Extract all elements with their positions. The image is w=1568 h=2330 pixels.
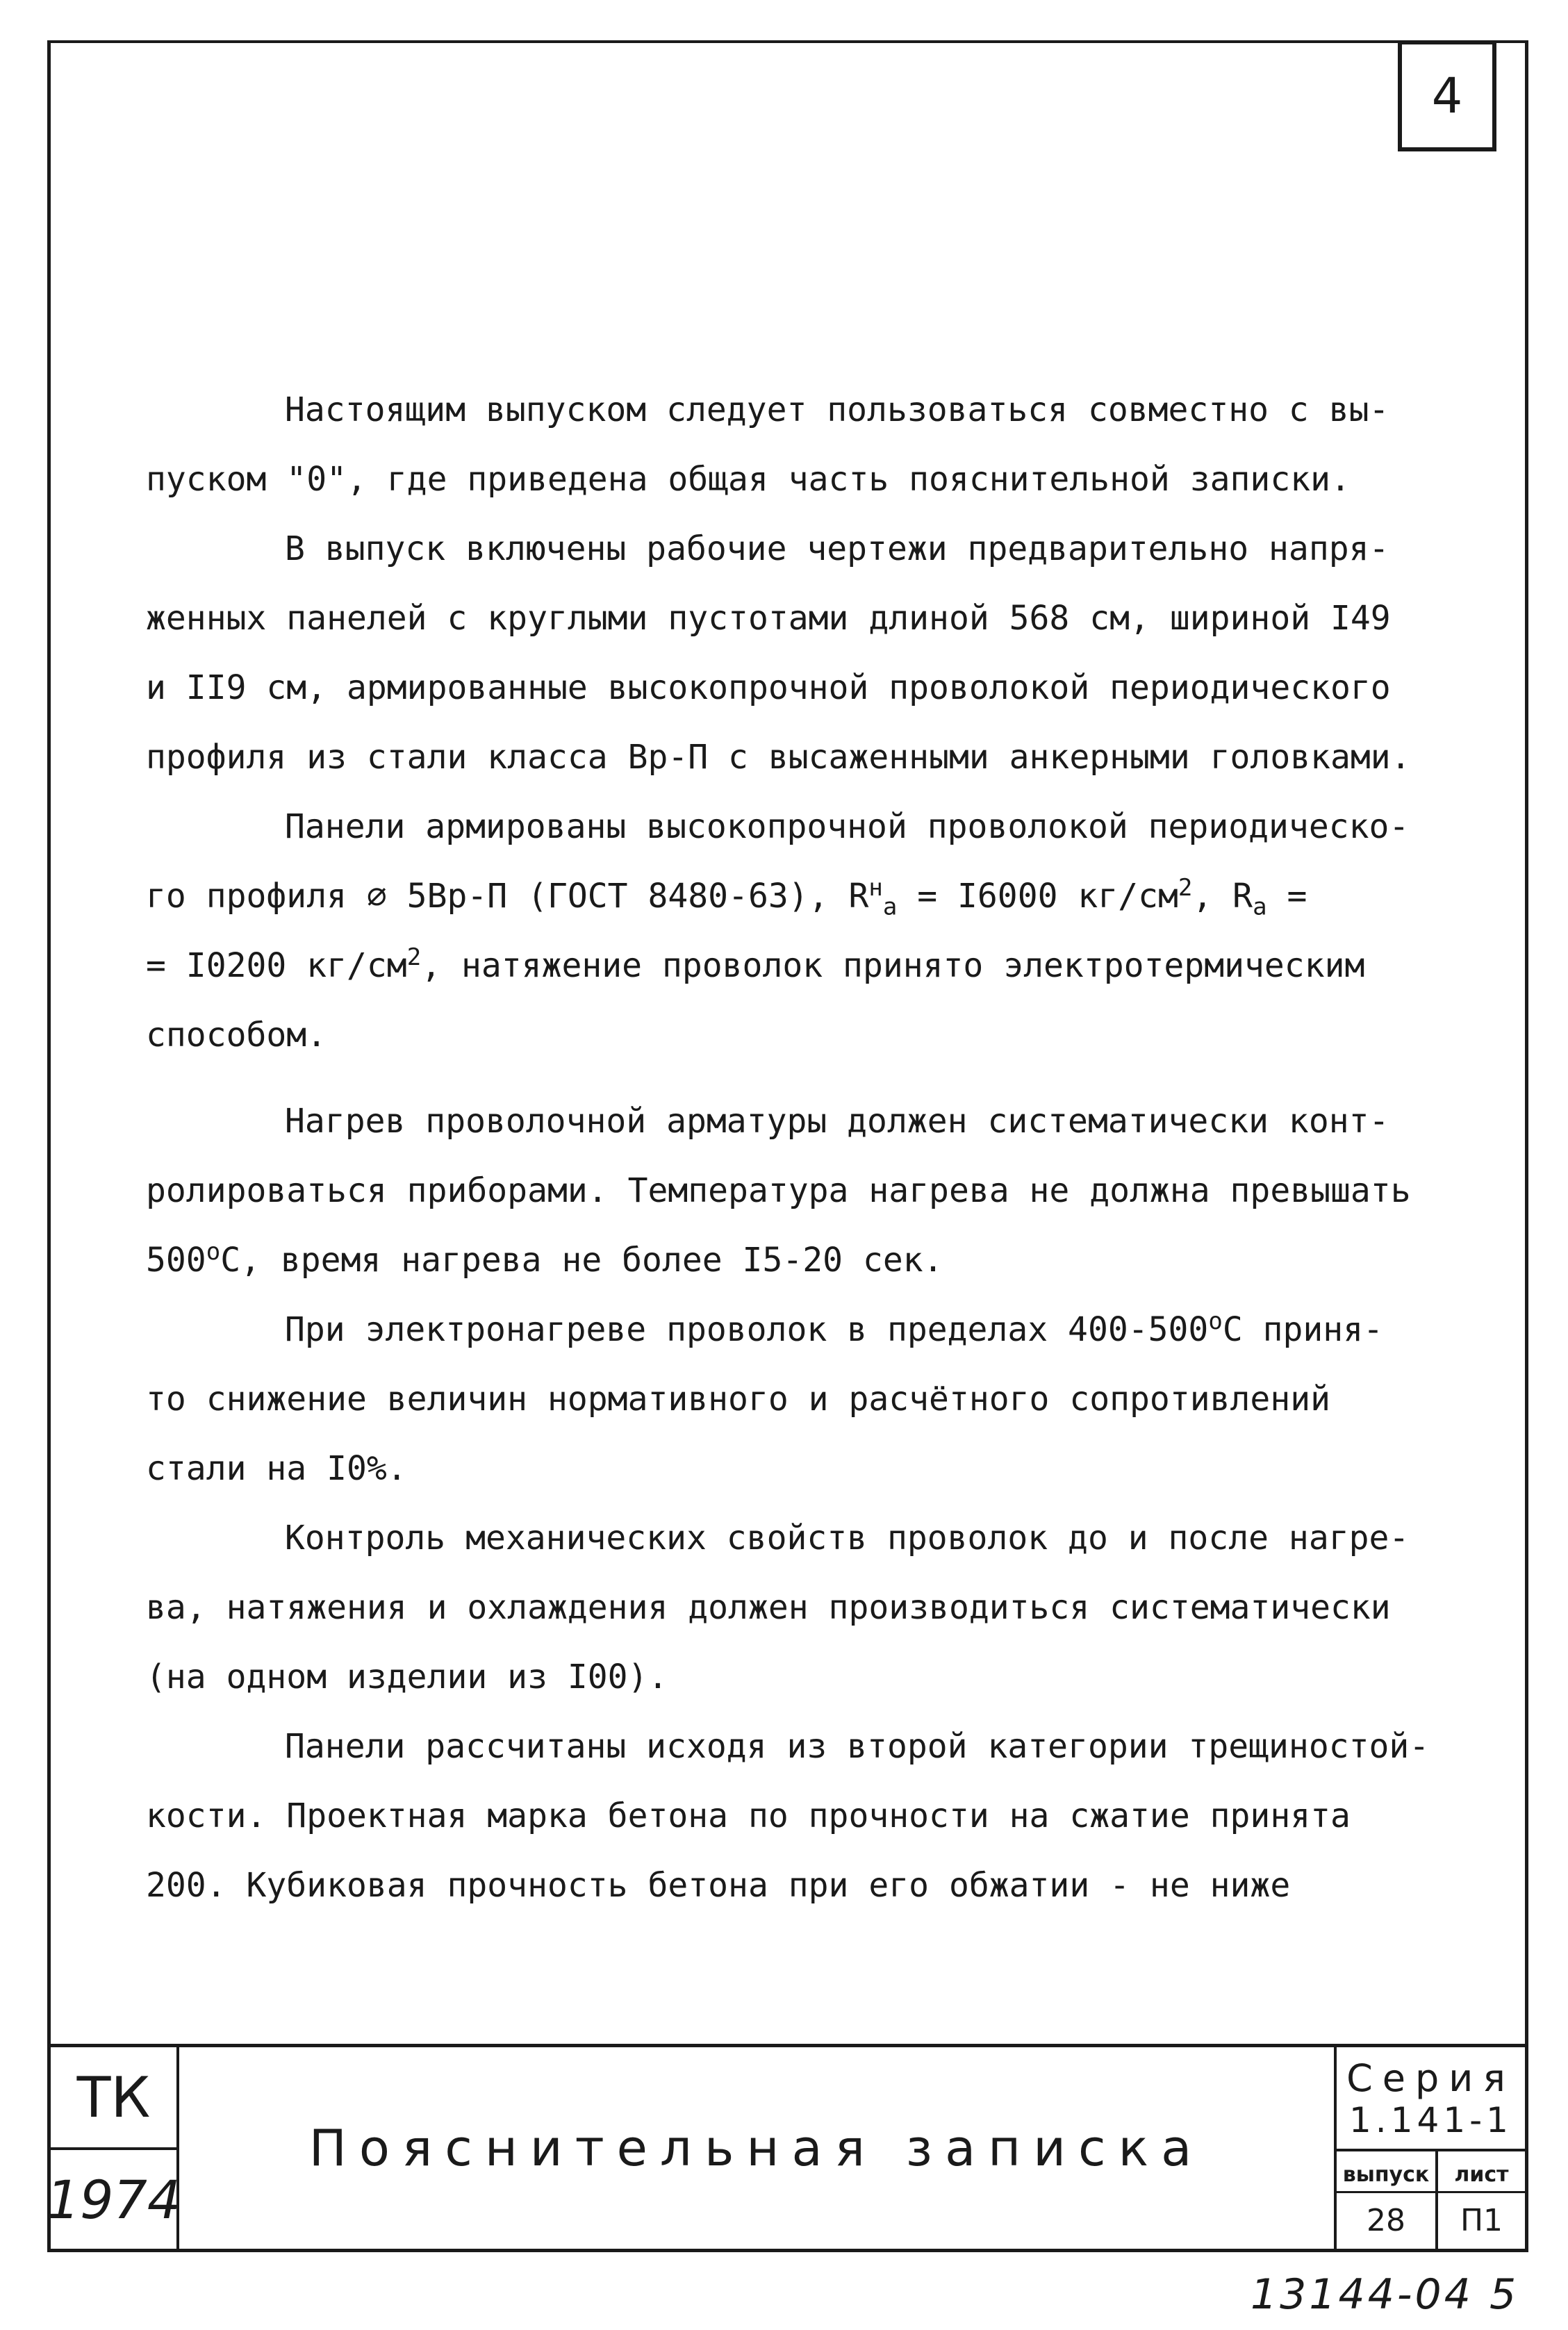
series-cell — [1334, 2047, 1525, 2151]
text-line: В выпуск включены рабочие чертежи предварительно напря- — [285, 529, 1389, 568]
text-line: Панели рассчитаны исходя из второй категории трещиностой- — [285, 1727, 1430, 1766]
paragraph-7 — [146, 1712, 1480, 1920]
paragraph-6 — [146, 1503, 1480, 1712]
text-line: (на одном изделии из I00). — [146, 1658, 668, 1696]
paragraph-2 — [146, 514, 1480, 792]
title-block — [47, 2044, 1528, 2252]
paragraph-3 — [146, 792, 1480, 1070]
sheet-label: лист — [1438, 2163, 1525, 2193]
text-line: ролироваться приборами. Температура нагрева не должна превышать — [146, 1171, 1411, 1210]
series-label: Серия — [1346, 2056, 1515, 2100]
temperature-line: При электронагреве проволок в пределах $400-500^оС$ приня- — [285, 1307, 1383, 1349]
paragraph-1 — [146, 375, 1480, 514]
issue-cell — [1334, 2151, 1438, 2249]
text-line: кости. Проектная марка бетона по прочности на сжатие принята — [146, 1796, 1351, 1835]
text-line: 200. Кубиковая прочность бетона при его обжатии - не ниже — [146, 1866, 1291, 1905]
paragraph-5 — [146, 1295, 1480, 1503]
sheet-value: П1 — [1460, 2202, 1503, 2238]
text-line: Настоящим выпуском следует пользоваться совместно с вы- — [285, 390, 1389, 429]
text-line: способом. — [146, 1016, 327, 1055]
text-line: то снижение величин нормативного и расчётного сопротивлений — [146, 1380, 1331, 1419]
text-line: пуском "0", где приведена общая часть пояснительной записки. — [146, 460, 1351, 499]
temperature-line: $500^оС$, время нагрева не более I5-20 сек. — [146, 1238, 943, 1280]
year: 1974 — [51, 2150, 179, 2249]
formula-line: = I0200 $кг/см^2$, натяжение проволок принято электротермическим — [146, 943, 1365, 985]
page-number: 4 — [1398, 40, 1496, 151]
formula-line: го профиля ⌀ 5Вр-П (ГОСТ 8480-63), $R^н_а = I6000$ $кг/см^2$, $R_а$ = — [146, 874, 1307, 921]
explanatory-text — [146, 375, 1480, 1920]
series-value: 1.141-1 — [1349, 2099, 1512, 2140]
issue-value: 28 — [1367, 2202, 1405, 2238]
paragraph-4 — [146, 1086, 1480, 1295]
text-line: и II9 см, армированные высокопрочной проволокой периодического — [146, 668, 1391, 707]
handwritten-inventory-number: 13144-04 5 — [1251, 2270, 1519, 2319]
text-line: ва, натяжения и охлаждения должен производиться систематически — [146, 1588, 1391, 1627]
text-line: стали на I0%. — [146, 1449, 407, 1488]
text-line: Контроль механических свойств проволок до и после нагре- — [285, 1519, 1410, 1558]
text-line: Панели армированы высокопрочной проволокой периодическо- — [285, 807, 1410, 846]
issue-label: выпуск — [1337, 2163, 1435, 2193]
tk-code: ТК — [51, 2047, 179, 2150]
text-line: профиля из стали класса Вр-П с высаженными анкерными головками. — [146, 738, 1411, 777]
document-title: Пояснительная записка — [308, 2119, 1205, 2177]
text-line: женных панелей с круглыми пустотами длиной 568 см, шириной I49 — [146, 599, 1391, 638]
text-line: Нагрев проволочной арматуры должен систематически конт- — [285, 1102, 1389, 1141]
sheet-cell — [1438, 2151, 1525, 2249]
